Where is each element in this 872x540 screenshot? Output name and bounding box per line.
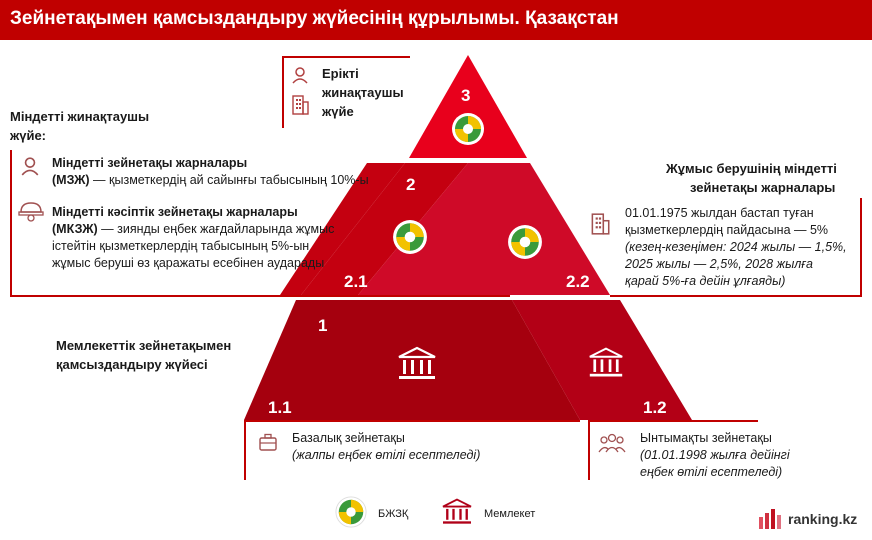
- bjzq-logo-icon: [451, 112, 485, 146]
- office-building-icon: [590, 212, 610, 236]
- voluntary-title-line-3: жүйе: [322, 104, 354, 119]
- mkzj-line-4: жұмыс беруші өз қаражаты есебінен аударады: [52, 256, 325, 270]
- solidary-pension-title: Ынтымақты зейнетақы: [640, 431, 772, 445]
- mkzj-line-3: істейтін қызметкерлердің табысының 5%-ын: [52, 239, 310, 253]
- bjzq-logo-icon: [335, 496, 367, 528]
- bjzq-logo-icon: [392, 219, 428, 255]
- employer-title-line-1: Жұмыс берушінің міндетті: [666, 161, 837, 176]
- briefcase-icon: [258, 432, 278, 452]
- employer-title-line-2: зейнетақы жарналары: [690, 180, 836, 195]
- legend-bjzq-label: БЖЗҚ: [378, 508, 409, 520]
- mandatory-title-line-2: жүйе:: [10, 128, 46, 143]
- basic-pension-note: (жалпы еңбек өтілі есептеледі): [292, 448, 481, 462]
- mzj-line-1: Міндетті зейнетақы жарналары: [52, 156, 248, 170]
- mandatory-box-bottom-line: [310, 295, 510, 297]
- bank-building-icon: [397, 346, 437, 382]
- mkzj-line-1: Міндетті кәсіптік зейнетақы жарналары: [52, 205, 298, 219]
- people-group-icon: [598, 432, 626, 454]
- level-2-1-number: 2.1: [344, 272, 368, 291]
- level-1-2-number: 1.2: [643, 398, 667, 417]
- bank-building-icon: [440, 498, 474, 526]
- mzj-line-2: (МЗЖ) — қызметкердің ай сайынғы табысының 10%-ы: [52, 173, 369, 187]
- legend-state-label: Мемлекет: [484, 508, 536, 520]
- solidary-note-line-1: (01.01.1998 жылға дейінгі: [640, 448, 790, 462]
- employer-note-line-1: (кезең-кезеңімен: 2024 жылы — 1,5%,: [625, 240, 847, 254]
- employer-note-line-3: қарай 5%-ға дейін ұлғаяды): [625, 274, 786, 288]
- level-3-number: 3: [461, 86, 471, 105]
- solidary-note-line-2: еңбек өтілі есептеледі): [640, 465, 783, 479]
- voluntary-title-line-2: жинақтаушы: [322, 85, 404, 100]
- state-title-line-2: қамсыздандыру жүйесі: [56, 357, 208, 372]
- employer-note-line-2: 2025 жылы — 2,5%, 2028 жылға: [625, 257, 814, 271]
- state-title-line-1: Мемлекеттік зейнетақымен: [56, 338, 232, 353]
- person-icon: [20, 156, 40, 176]
- employer-body-line-2: қызметкерлердің пайдасына — 5%: [625, 223, 829, 237]
- employer-box-bottom-line: [610, 295, 862, 297]
- level-2-2-number: 2.2: [566, 272, 590, 291]
- level-1-1-number: 1.1: [268, 398, 292, 417]
- page-title: Зейнетақымен қамсыздандыру жүйесінің құрылымы. Қазақстан: [10, 8, 619, 29]
- level-2-number: 2: [406, 175, 416, 194]
- voluntary-title-line-1: Ерікті: [322, 66, 359, 81]
- office-building-icon: [291, 94, 309, 116]
- person-icon: [291, 66, 309, 84]
- level-1-number: 1: [318, 316, 328, 335]
- bank-building-icon: [588, 346, 624, 380]
- basic-pension-title: Базалық зейнетақы: [292, 431, 405, 445]
- brand-name: ranking.kz: [788, 511, 858, 527]
- mkzj-line-2: (МКЗЖ) — зиянды еңбек жағдайларында жұмыс: [52, 222, 335, 236]
- worker-helmet-icon: [18, 200, 44, 222]
- mandatory-title-line-1: Міндетті жинақтаушы: [10, 109, 150, 124]
- ranking-logo-icon: [757, 505, 783, 531]
- employer-body-line-1: 01.01.1975 жылдан бастап туған: [625, 206, 814, 220]
- bjzq-logo-icon: [507, 224, 543, 260]
